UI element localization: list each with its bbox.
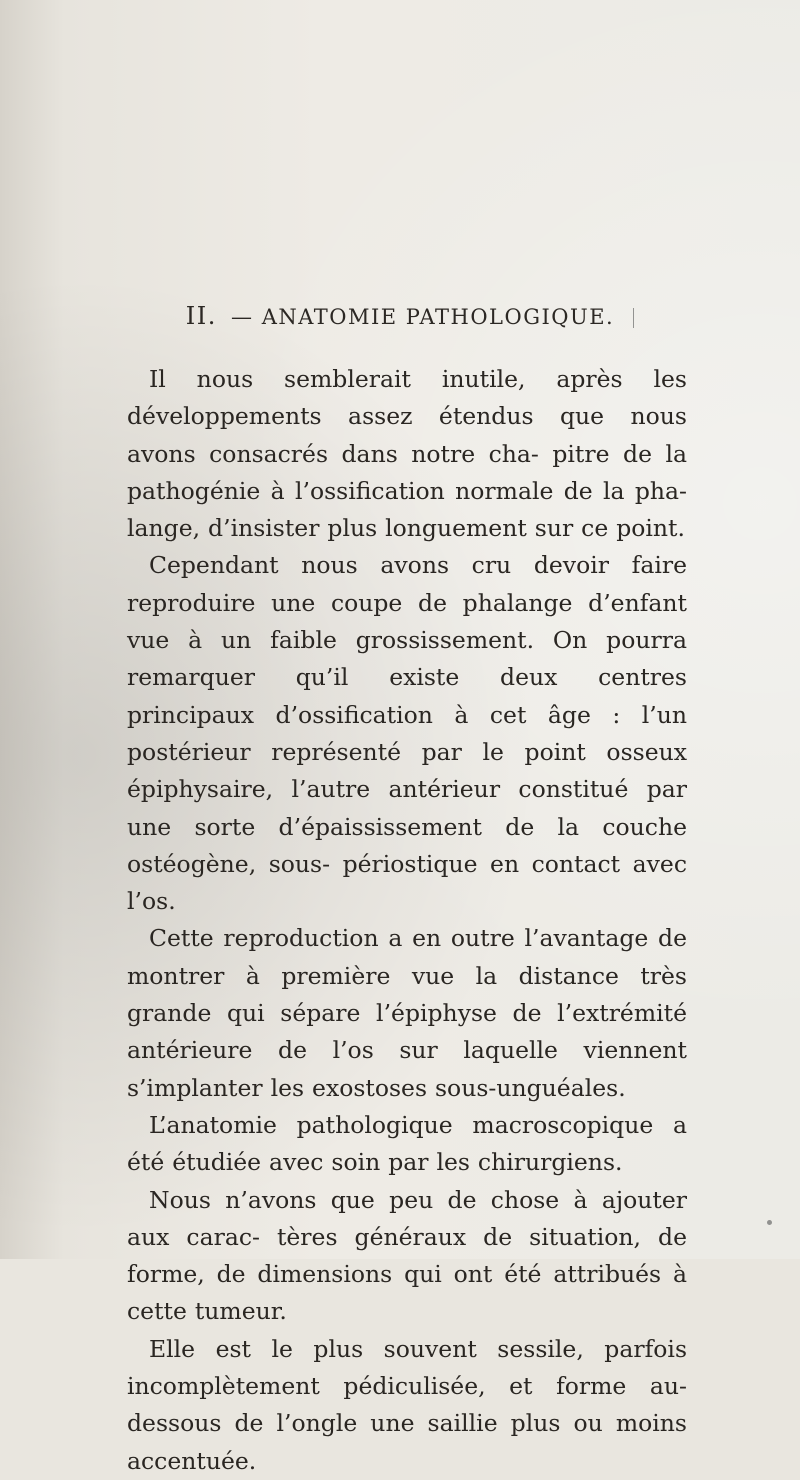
paragraph: Cependant nous avons cru devoir faire reproduire une coupe de phalange d’enfant vue à un faible grossissement. On pourra remarquer qu’il existe deux centres principaux d’ossification à cet âge : l’un postérieur représenté par le point osseux épiphysaire, l’autre antérieur constitué par une sorte d’épaississement de la couche ostéogène, sous- périostique en contact avec l’os. — [127, 551, 687, 916]
paragraph: Nous n’avons que peu de chose à ajouter aux carac- tères généraux de situation, de forme, de dimensions qui ont été attribués à cette tumeur. — [127, 1185, 687, 1326]
paragraph: Cette reproduction a en outre l’avantage de montrer à première vue la distance très grande qui sépare l’épiphyse de l’extrémité antérieure de l’os sur laquelle viennent s’implanter les exostoses sous-unguéales. — [127, 924, 687, 1102]
paragraph: Il nous semblerait inutile, après les développements assez étendus que nous avons consacrés dans notre cha- pitre de la pathogénie à l’ossification normale de la pha- lange, d’insister plus longuement sur ce point. — [127, 365, 687, 543]
section-heading — [0, 302, 800, 330]
section-title: — ANATOMIE PATHOLOGIQUE. — [231, 305, 615, 329]
paragraph: Elle est le plus souvent sessile, parfois incomplètement pédiculisée, et forme au-dessous de l’ongle une saillie plus ou moins accentuée. — [127, 1334, 687, 1475]
body-text — [127, 361, 687, 1480]
paper-speck — [767, 1220, 772, 1225]
margin-mark — [633, 308, 637, 328]
section-numeral: II. — [185, 302, 217, 330]
paragraph: L’anatomie pathologique macroscopique a été étudiée avec soin par les chirurgiens. — [127, 1110, 687, 1177]
